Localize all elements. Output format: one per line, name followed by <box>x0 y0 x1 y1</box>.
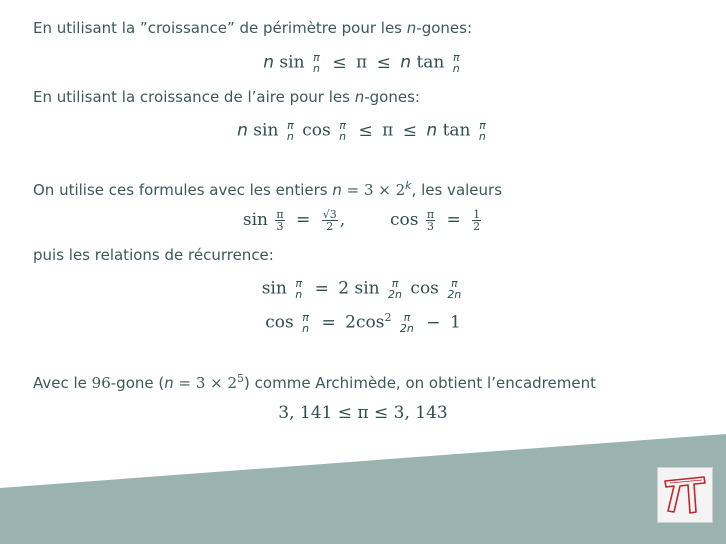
text-line-perimeter: En utilisant la ”croissance” de périmètre pour les n-gones: <box>33 19 472 37</box>
equation-recurrence-sin: sin π n = 2 sin π 2n cos π 2n <box>261 277 462 301</box>
pi-logo-icon <box>657 467 713 523</box>
text-line-archimedes: Avec le 96-gone $(n = 3 \times 2^5)$ comme Archimède, on obtient l’encadrement <box>33 372 596 392</box>
text-line-area: En utilisant la croissance de l’aire pour les n-gones: <box>33 88 420 106</box>
equation-final-bounds: 3, 141 ≤ π ≤ 3, 143 <box>278 403 448 423</box>
equation-recurrence-cos: cos π n = $2\cos^2$ π 2n − 1 <box>265 311 461 336</box>
equation-initial-values: sin $\frac{\pi}{3}$ = $\frac{√3}{2}$ , cos $\frac{\pi}{3}$ = $\frac{1}{2}$ <box>242 208 481 233</box>
text-line-recurrence: puis les relations de récurrence: <box>33 246 274 264</box>
equation-area: n sin π n cos π n ≤ π ≤ n tan π n <box>237 119 486 143</box>
equation-perimeter: n sin π n ≤ π ≤ n tan π n <box>263 51 460 75</box>
text-line-integers: On utilise ces formules avec les entiers $n = 3 \times 2^k$, les valeurs <box>33 179 503 199</box>
